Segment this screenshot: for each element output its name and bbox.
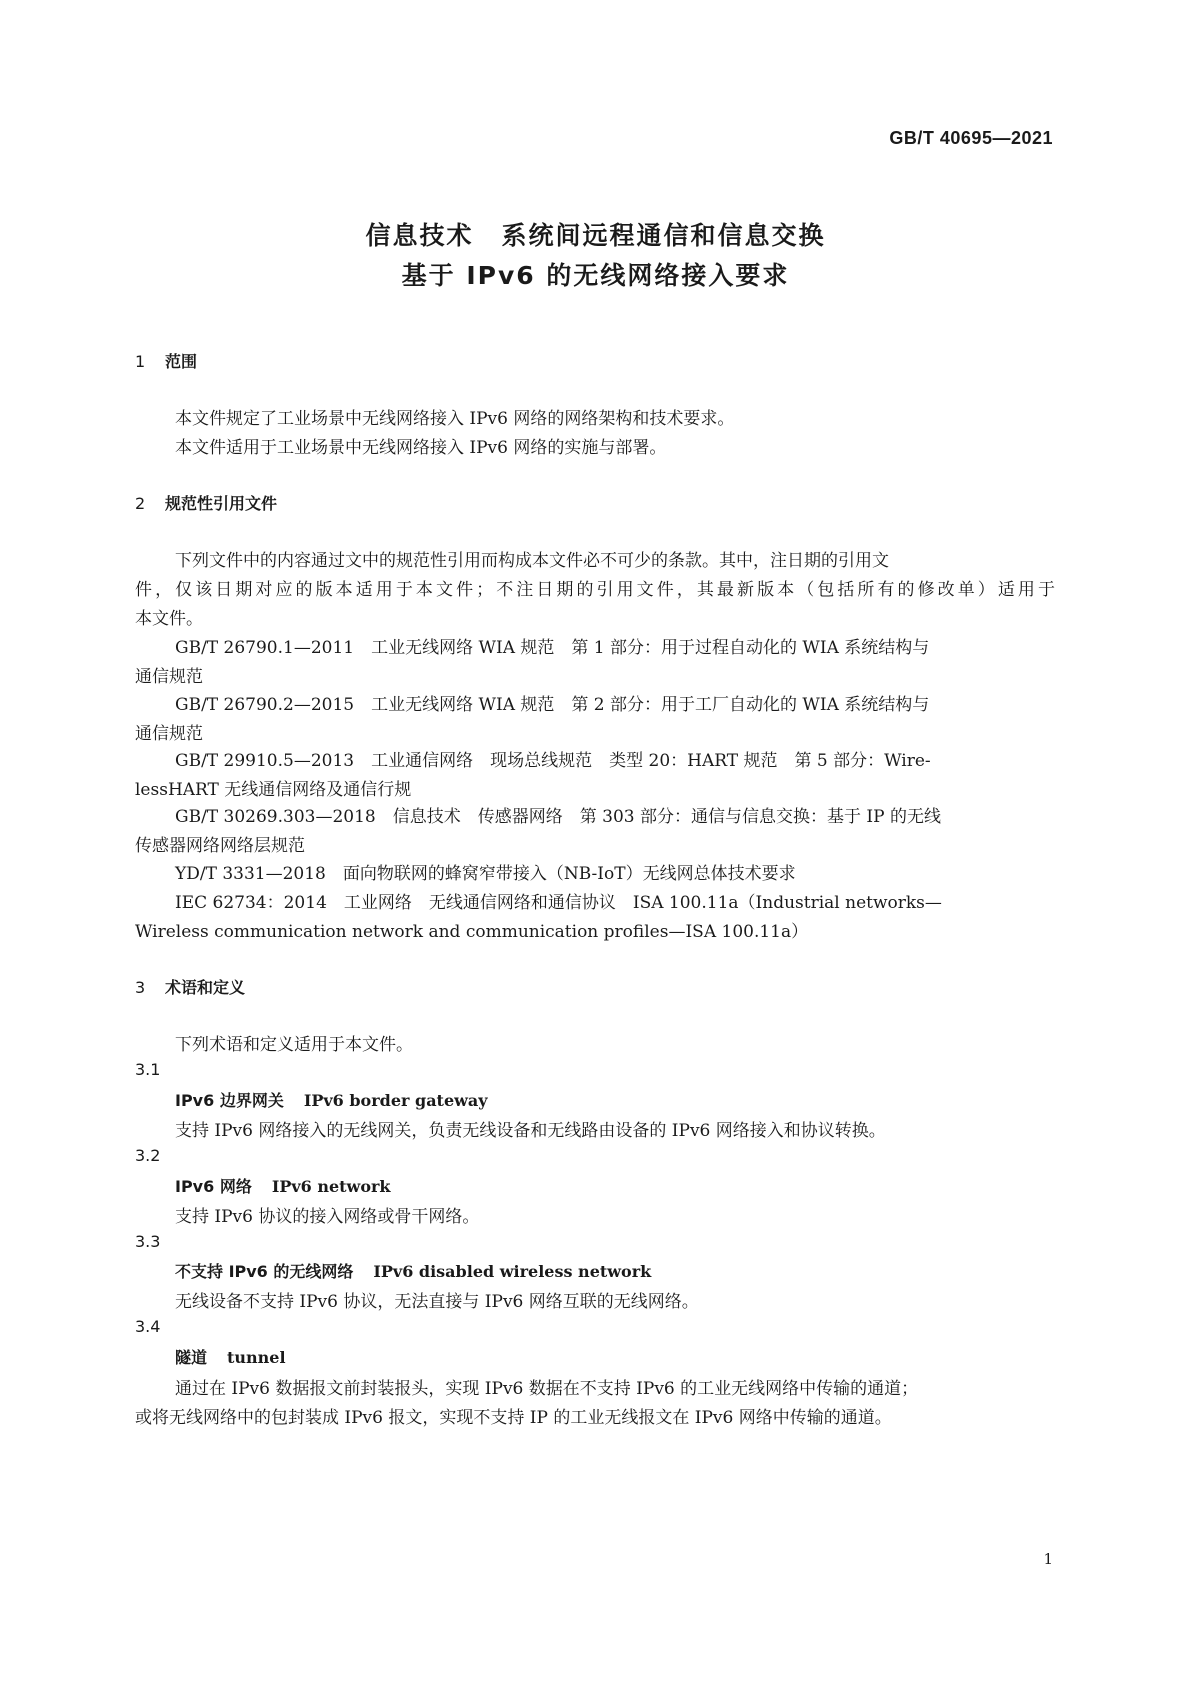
reference-item: GB/T 30269.303—2018 信息技术 传感器网络 第 303 部分：通信与信息交换：基于 IP 的无线 xyxy=(175,807,941,827)
reference-item-cont: 传感器网络网络层规范 xyxy=(135,836,305,856)
title-part-b: 系统间远程通信和信息交换 xyxy=(501,221,826,250)
term-number: 3.4 xyxy=(135,1317,161,1336)
term-definition: 无线设备不支持 IPv6 协议，无法直接与 IPv6 网络互联的无线网络。 xyxy=(175,1292,699,1312)
term-number: 3.1 xyxy=(135,1060,161,1079)
reference-item-cont: Wireless communication network and communication profiles—ISA 100.11a） xyxy=(135,922,809,942)
term-heading: 隧道 tunnel xyxy=(175,1348,286,1367)
term-definition: 通过在 IPv6 数据报文前封装报头，实现 IPv6 数据在不支持 IPv6 的工业无线网络中传输的通道； xyxy=(175,1379,919,1399)
term-definition: 支持 IPv6 网络接入的无线网关，负责无线设备和无线路由设备的 IPv6 网络接入和协议转换。 xyxy=(175,1121,886,1141)
title-part-a: 信息技术 xyxy=(365,221,474,250)
document-title-line1 xyxy=(0,216,1191,252)
reference-item: GB/T 26790.1—2011 工业无线网络 WIA 规范 第 1 部分：用于过程自动化的 WIA 系统结构与 xyxy=(175,638,930,658)
standard-number: GB/T 40695—2021 xyxy=(889,128,1053,148)
paragraph: 件，仅该日期对应的版本适用于本文件；不注日期的引用文件，其最新版本（包括所有的修改单）适用于 xyxy=(135,580,1055,600)
paragraph: 本文件。 xyxy=(135,609,203,629)
reference-item: YD/T 3331—2018 面向物联网的蜂窝窄带接入（NB-IoT）无线网总体技术要求 xyxy=(175,864,796,884)
reference-item: GB/T 26790.2—2015 工业无线网络 WIA 规范 第 2 部分：用于工厂自动化的 WIA 系统结构与 xyxy=(175,695,930,715)
term-heading: IPv6 网络 IPv6 network xyxy=(175,1177,391,1196)
term-number: 3.3 xyxy=(135,1232,161,1251)
reference-item: GB/T 29910.5—2013 工业通信网络 现场总线规范 类型 20：HART 规范 第 5 部分：Wire- xyxy=(175,751,931,771)
section-heading-terms-definitions: 3 术语和定义 xyxy=(135,978,246,997)
section-heading-scope: 1 范围 xyxy=(135,352,198,371)
paragraph: 本文件适用于工业场景中无线网络接入 IPv6 网络的实施与部署。 xyxy=(175,438,667,458)
reference-item-cont: lessHART 无线通信网络及通信行规 xyxy=(135,780,412,800)
term-heading: IPv6 边界网关 IPv6 border gateway xyxy=(175,1091,488,1110)
reference-item-cont: 通信规范 xyxy=(135,724,203,744)
term-definition-cont: 或将无线网络中的包封装成 IPv6 报文，实现不支持 IP 的工业无线报文在 IPv6 网络中传输的通道。 xyxy=(135,1408,892,1428)
page-number: 1 xyxy=(1043,1550,1053,1568)
reference-item-cont: 通信规范 xyxy=(135,667,203,687)
paragraph: 下列文件中的内容通过文中的规范性引用而构成本文件必不可少的条款。其中，注日期的引用文 xyxy=(175,551,889,571)
reference-item: IEC 62734：2014 工业网络 无线通信网络和通信协议 ISA 100.11a（Industrial networks— xyxy=(175,893,942,913)
term-number: 3.2 xyxy=(135,1146,161,1165)
term-heading: 不支持 IPv6 的无线网络 IPv6 disabled wireless network xyxy=(175,1262,652,1281)
term-definition: 支持 IPv6 协议的接入网络或骨干网络。 xyxy=(175,1207,480,1227)
paragraph: 下列术语和定义适用于本文件。 xyxy=(175,1035,413,1055)
document-title-line2: 基于 IPv6 的无线网络接入要求 xyxy=(401,261,790,290)
section-heading-normative-references: 2 规范性引用文件 xyxy=(135,494,278,513)
paragraph: 本文件规定了工业场景中无线网络接入 IPv6 网络的网络架构和技术要求。 xyxy=(175,409,735,429)
